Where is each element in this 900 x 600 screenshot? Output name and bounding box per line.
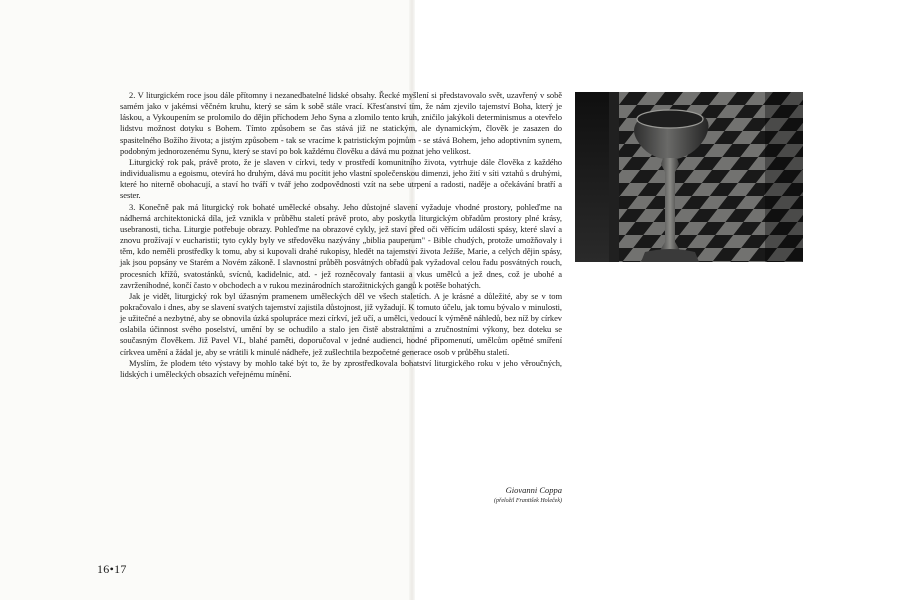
article-text (120, 90, 562, 380)
paragraph-2: Liturgický rok pak, právě proto, že je slaven v církvi, tedy v prostředí komunitního života, vytrhuje dále člověka z každého individualismu a egoismu, otevírá ho druhým, dává mu pocítit jeho vlastní společenskou dimenzi, jeho žití v síti vztahů s druhými, které ho niterně obohacují, a staví ho tváří v tvář jeho zodpovědnosti vzít na sebe utrpení a radosti, naděje a očekávání bratří a sester. (120, 156, 562, 201)
translator-credit: (přeložil František Holeček) (494, 498, 562, 504)
signature-block (494, 485, 562, 506)
author-name: Giovanni Coppa (505, 485, 562, 495)
paragraph-3: 3. Konečně pak má liturgický rok bohaté umělecké obsahy. Jeho důstojné slavení vyžaduje vhodné prostory, pohleďme na nádherná architektonická díla, jež vznikla v průběhu staletí právě proto, aby poskytla liturgickým obřadům prostory plné krásy, usebranosti, ticha. Liturgie potřebuje obrazy. Pohleďme na obrazové cykly, jež staví před oči věřícím události spásy, které slaví a znovu prožívají v eucharistii; tyto cykly byly ve středověku nazývány „biblia pauperum" - Bible chudých, protože umožňovaly i těm, kdo neměli prostředky k tomu, aby si kupovali drahé rukopisy, hledět na tajemství života Ježíše, Marie, a celých dějin spásy, jak jsou popsány ve Starém a Novém zákoně. I slavnostní průběh posvátných obřadů pak vyžadoval celou řadu posvátných rouch, procesních křížů, svatostánků, svícnů, kadidelnic, atd. - jež rozněcovaly fantasii a vkus umělců a jež dnes, což je ubohé a zavrženíhodné, končí často v obchodech a v rukou mezinárodních starožitnických gangů k potěše bohatých. (120, 201, 562, 290)
paragraph-4: Jak je vidět, liturgický rok byl úžasným pramenem uměleckých děl ve všech staletích. A je krásné a důležité, aby se v tom pokračovalo i dnes, aby se slavení svatých tajemství zajistila důstojnost, již vyžadují. K tomuto účelu, jak tomu bývalo v minulosti, je užitečné a nezbytné, aby se obnovila úzká spolupráce mezi církví, jež učí, a umělci, vedoucí k výměně náhledů, bez níž by církev oslabila účinnost svého poselství, umění by se ochudilo a stalo jen čistě abstraktními a zručnostními výkony, bez doteku se současným člověkem. Již Pavel VI., blahé paměti, doporučoval v jedné audienci, hodné připomenutí, umělcům opětné smíření církvea umění a žádal je, aby se vrátili k minulé nádheře, jež zušlechtila bezpočetné generace osob v průběhu staletí. (120, 290, 562, 357)
baptismal-font-photo (575, 92, 803, 262)
photo-drawing (575, 92, 803, 262)
paragraph-1: 2. V liturgickém roce jsou dále přítomny i nezanedbatelné lidské obsahy. Řecké myšlení si představovalo svět, uzavřený v sobě samém jako v jakémsi věčném kruhu, který se sám k sobě stále vrací. Křesťanství tím, že nám zjevilo tajemství Boha, který je láskou, a Vykoupením se prolomilo do dějin příchodem Jeho Syna a zlomilo tento kruh, zničilo jakýkoli determinismus a otevřelo lidstvu možnost dotyku s Bohem. Tímto způsobem se čas stává již ne statickým, ale dynamickým, člověk je zasazen do spasitelného Božího života; a jistým způsobem - tak se vracíme k patristickým pojmům - se stává Bohem, jeho adoptivním synem, podobným jednorozenému Synu, který se staví po bok každému člověku a dává mu poznat jeho velikost. (120, 90, 562, 156)
page-number: 16•17 (97, 562, 127, 576)
paragraph-5: Myslím, že plodem této výstavy by mohlo také být to, že by zprostředkovala bohatství liturgického roku v jeho věroučných, lidských i uměleckých obsazích veřejnému mínění. (120, 357, 562, 379)
